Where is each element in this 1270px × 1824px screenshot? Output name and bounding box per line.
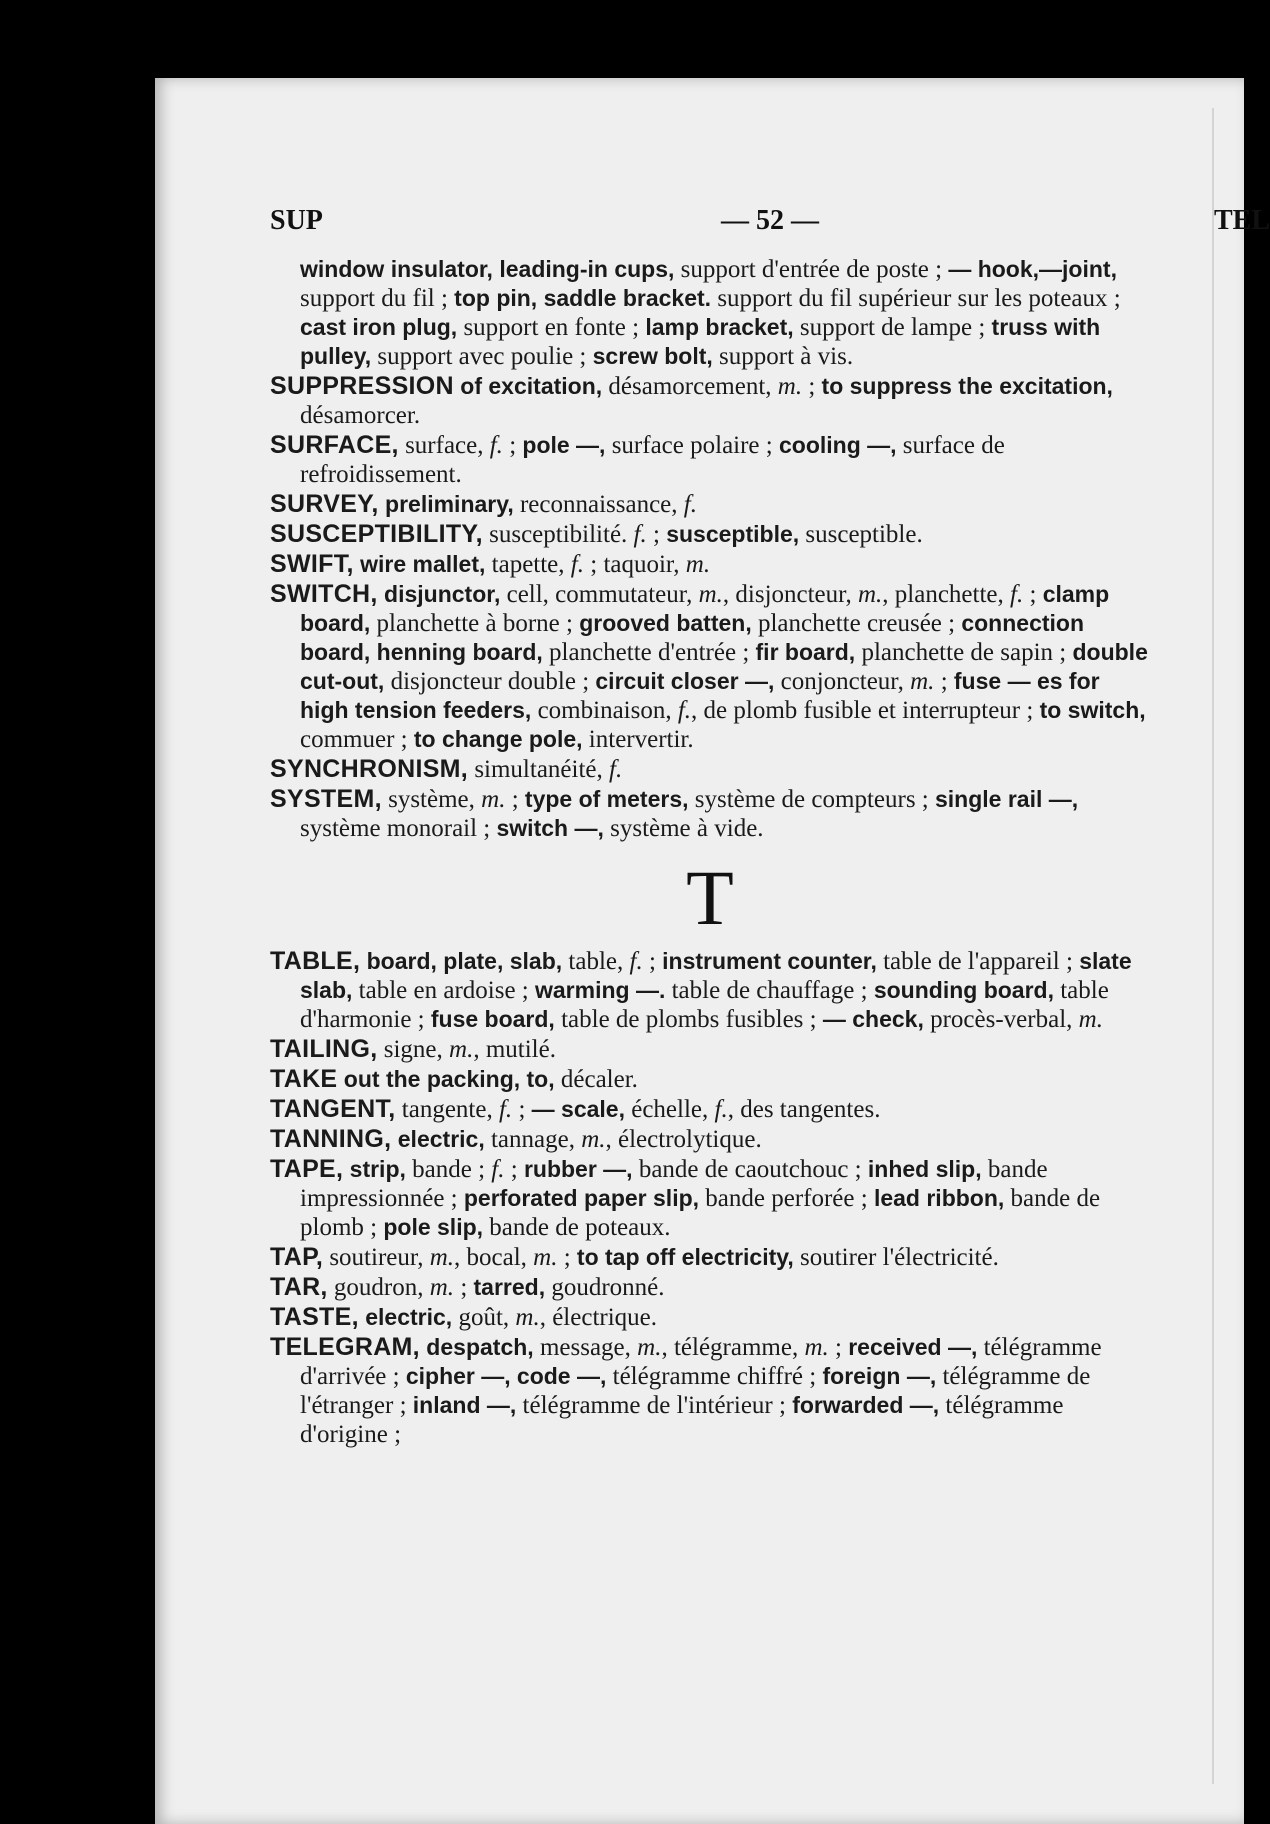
term-bold: preliminary, <box>378 491 514 517</box>
term-bold: rubber —, <box>523 1156 633 1182</box>
translation-text: goudronné. <box>545 1274 665 1301</box>
translation-text: surface de refroidissement. <box>300 432 1005 488</box>
translation-text: ; <box>512 1096 532 1123</box>
headword: SYSTEM, <box>270 785 382 813</box>
headword: SURFACE, <box>270 431 399 459</box>
gender-abbrev: f. <box>570 551 584 578</box>
translation-text: télégramme de l'étranger ; <box>300 1363 1091 1419</box>
term-bold: received —, <box>848 1334 978 1360</box>
entries-t-section <box>270 947 1150 1449</box>
gender-abbrev: m. <box>581 1126 606 1153</box>
term-bold: to suppress the excitation, <box>821 373 1113 399</box>
dictionary-entry <box>270 1065 1150 1094</box>
translation-text: table de plombs fusibles ; <box>554 1006 823 1033</box>
translation-text: désamorcement, <box>602 373 778 400</box>
term-bold: pole slip, <box>383 1214 484 1240</box>
translation-text: télégramme de l'intérieur ; <box>516 1392 793 1419</box>
translation-text: commuer ; <box>300 726 414 753</box>
headword: TAR, <box>270 1273 328 1301</box>
term-bold: truss with pulley, <box>300 314 1101 369</box>
headword: SUPPRESSION <box>270 372 454 400</box>
gender-abbrev: f. <box>609 756 623 783</box>
translation-text: table en ardoise ; <box>352 977 535 1004</box>
term-bold: lead ribbon, <box>873 1185 1005 1211</box>
translation-text: table de chauffage ; <box>665 977 874 1004</box>
header-right-guide-word: TEL <box>1213 205 1270 236</box>
gender-abbrev: m. <box>857 581 883 608</box>
gender-abbrev: m. <box>804 1334 829 1361</box>
translation-text: télégramme d'origine ; <box>300 1392 1064 1448</box>
translation-text: bande ; <box>405 1156 492 1183</box>
translation-text: télégramme d'arrivée ; <box>300 1334 1102 1390</box>
dictionary-entry <box>270 1273 1150 1302</box>
term-bold: of excitation, <box>453 373 603 399</box>
dictionary-entry <box>270 520 1150 549</box>
dictionary-entry <box>270 1243 1150 1272</box>
translation-text: planchette de sapin ; <box>855 639 1073 666</box>
term-bold: inhed slip, <box>867 1156 982 1182</box>
term-bold: cast iron plug, <box>300 314 458 340</box>
term-bold: — check, <box>822 1006 924 1032</box>
translation-text: message, <box>533 1334 638 1361</box>
translation-text: système, <box>381 786 482 813</box>
translation-text: support d'entrée de poste ; <box>674 256 949 283</box>
term-bold: slate slab, <box>300 948 1132 1003</box>
headword: TAKE <box>270 1065 338 1093</box>
translation-text: ; <box>454 1274 474 1301</box>
term-bold: fuse — es for high tension feeders, <box>300 668 1100 723</box>
translation-text: bande de caoutchouc ; <box>632 1156 868 1183</box>
headword: TAP, <box>270 1243 324 1271</box>
dictionary-entry <box>270 785 1150 843</box>
translation-text: , planchette, <box>882 581 1011 608</box>
translation-text: surface, <box>398 432 490 459</box>
translation-text: tapette, <box>485 551 571 578</box>
gender-abbrev: f. <box>633 521 647 548</box>
translation-text: ; <box>828 1334 849 1361</box>
headword: TANGENT, <box>270 1095 396 1123</box>
term-bold: to switch, <box>1039 697 1146 723</box>
gender-abbrev: m. <box>515 1304 540 1331</box>
translation-text: reconnaissance, <box>513 491 684 518</box>
translation-text: disjoncteur double ; <box>384 668 596 695</box>
term-bold: board, plate, slab, <box>360 948 563 974</box>
term-bold: type of meters, <box>524 786 689 812</box>
translation-text: système à vide. <box>603 815 764 842</box>
running-header <box>270 205 1270 245</box>
translation-text: ; <box>934 668 954 695</box>
translation-text: , électrolytique. <box>605 1126 762 1153</box>
term-bold: despatch, <box>419 1334 534 1360</box>
translation-text: surface polaire ; <box>605 432 779 459</box>
gender-abbrev: m. <box>481 786 506 813</box>
term-bold: top pin, saddle bracket. <box>454 285 712 311</box>
term-bold: tarred, <box>473 1274 546 1300</box>
term-bold: instrument counter, <box>662 948 877 974</box>
headword: SWIFT, <box>270 550 354 578</box>
term-bold: to tap off electricity, <box>576 1244 794 1270</box>
gender-abbrev: f. <box>498 1096 513 1123</box>
headword: TABLE, <box>270 947 361 975</box>
translation-text: combinaison, <box>531 697 678 724</box>
header-left-guide-word: SUP <box>270 205 323 236</box>
term-bold: connection board, henning board, <box>300 610 1085 665</box>
translation-text: planchette à borne ; <box>370 610 580 637</box>
gender-abbrev: f. <box>1010 581 1024 608</box>
dictionary-entry <box>270 1035 1150 1064</box>
term-bold: — hook,—joint, <box>948 256 1117 282</box>
term-bold: to change pole, <box>413 726 583 752</box>
dictionary-entry <box>270 1095 1150 1124</box>
section-letter: T <box>686 854 734 941</box>
entries-s-section <box>270 255 1150 843</box>
dictionary-entry <box>270 1303 1150 1332</box>
translation-text: goudron, <box>327 1274 430 1301</box>
headword: SURVEY, <box>270 490 379 518</box>
headword: TELEGRAM, <box>270 1333 420 1361</box>
gender-abbrev: f. <box>683 491 697 518</box>
translation-text: planchette creusée ; <box>751 610 962 637</box>
translation-text: bande impressionnée ; <box>300 1156 1048 1212</box>
translation-text: signe, <box>377 1036 450 1063</box>
term-bold: switch —, <box>496 815 604 841</box>
headword: TANNING, <box>270 1125 392 1153</box>
term-bold: susceptible, <box>666 521 800 547</box>
translation-text: ; <box>504 1156 524 1183</box>
translation-text: ; <box>505 786 525 813</box>
gender-abbrev: m. <box>449 1036 474 1063</box>
translation-text: , des tangentes. <box>727 1096 881 1123</box>
gender-abbrev: m. <box>429 1274 455 1301</box>
translation-text: simultanéité, <box>468 756 610 783</box>
translation-text: soutireur, <box>323 1244 430 1271</box>
translation-text: susceptible. <box>799 521 923 548</box>
dictionary-entry <box>270 490 1150 519</box>
translation-text: bande de poteaux. <box>483 1214 671 1241</box>
translation-text: procès-verbal, <box>923 1006 1079 1033</box>
term-bold: window insulator, leading-in cups, <box>300 256 675 282</box>
term-bold: wire mallet, <box>353 551 486 577</box>
term-bold: electric, <box>391 1126 485 1152</box>
gender-abbrev: m. <box>533 1244 558 1271</box>
term-bold: electric, <box>358 1304 453 1330</box>
translation-text: ; <box>557 1244 577 1271</box>
dictionary-entry <box>270 372 1150 430</box>
translation-text: planchette d'entrée ; <box>542 639 756 666</box>
translation-text: ; <box>642 948 663 975</box>
translation-text: cell, commutateur, <box>500 581 699 608</box>
dictionary-entry <box>270 1333 1150 1449</box>
gender-abbrev: m. <box>685 551 711 578</box>
gender-abbrev: m. <box>1078 1006 1103 1033</box>
gender-abbrev: f. <box>629 948 643 975</box>
translation-text: ; <box>1023 581 1043 608</box>
translation-text: conjoncteur, <box>774 668 911 695</box>
term-bold: single rail —, <box>935 786 1079 812</box>
headword: TAPE, <box>270 1155 344 1183</box>
dictionary-entry <box>270 947 1150 1034</box>
term-bold: cooling —, <box>778 432 897 458</box>
translation-text: décaler. <box>554 1066 638 1093</box>
term-bold: warming —. <box>535 977 666 1003</box>
term-bold: double cut-out, <box>300 639 1148 694</box>
gender-abbrev: f. <box>491 1156 505 1183</box>
translation-text: support de lampe ; <box>793 314 992 341</box>
translation-text: intervertir. <box>582 726 694 753</box>
translation-text: bande de plomb ; <box>300 1185 1101 1241</box>
term-bold: forwarded —, <box>792 1392 940 1418</box>
translation-text: support du fil supérieur sur les poteaux ; <box>711 285 1121 312</box>
translation-text: , disjoncteur, <box>722 581 858 608</box>
headword: SYNCHRONISM, <box>270 755 469 783</box>
gender-abbrev: m. <box>777 373 803 400</box>
translation-text: ; <box>646 521 667 548</box>
term-bold: inland —, <box>412 1392 517 1418</box>
dictionary-entry <box>270 550 1150 579</box>
translation-text: ; <box>502 432 523 459</box>
page-number: — 52 — <box>721 205 819 236</box>
term-bold: lamp bracket, <box>645 314 794 340</box>
translation-text: système monorail ; <box>300 815 497 842</box>
gender-abbrev: f. <box>677 697 692 724</box>
term-bold: foreign —, <box>822 1363 937 1389</box>
translation-text: ; taquoir, <box>584 551 686 578</box>
translation-text: goût, <box>452 1304 516 1331</box>
term-bold: out the packing, to, <box>337 1066 555 1092</box>
gender-abbrev: m. <box>429 1244 455 1271</box>
headword: TAILING, <box>270 1035 378 1063</box>
headword: SUSCEPTIBILITY, <box>270 520 483 548</box>
term-bold: grooved batten, <box>579 610 752 636</box>
book-page <box>155 78 1270 1824</box>
translation-text: désamorcer. <box>300 402 421 429</box>
term-bold: sounding board, <box>873 977 1054 1003</box>
translation-text: système de compteurs ; <box>688 786 935 813</box>
translation-text: , télégramme, <box>661 1334 805 1361</box>
term-bold: code —, <box>516 1363 607 1389</box>
translation-text: susceptibilité. <box>482 521 634 548</box>
translation-text: , électrique. <box>539 1304 658 1331</box>
gender-abbrev: m. <box>698 581 723 608</box>
term-bold: circuit closer —, <box>595 668 775 694</box>
gender-abbrev: f. <box>489 432 503 459</box>
translation-text: table d'harmonie ; <box>300 977 1109 1033</box>
term-bold: fir board, <box>755 639 856 665</box>
term-bold: fuse board, <box>430 1006 555 1032</box>
gender-abbrev: m. <box>910 668 935 695</box>
translation-text: ; <box>802 373 822 400</box>
gender-abbrev: m. <box>637 1334 662 1361</box>
translation-text: soutirer l'électricité. <box>793 1244 999 1271</box>
translation-text: tangente, <box>395 1096 499 1123</box>
term-bold: screw bolt, <box>592 343 713 369</box>
dictionary-entry <box>270 255 1150 371</box>
translation-text: support du fil ; <box>300 285 455 312</box>
dictionary-entry <box>270 755 1150 784</box>
translation-text: support en fonte ; <box>457 314 646 341</box>
dictionary-entry <box>270 580 1150 754</box>
dictionary-entry <box>270 431 1150 489</box>
dictionary-entry <box>270 1125 1150 1154</box>
translation-text: table, <box>562 948 630 975</box>
translation-text: tannage, <box>484 1126 582 1153</box>
translation-text: échelle, <box>624 1096 715 1123</box>
headword: SWITCH, <box>270 580 378 608</box>
term-bold: pole —, <box>522 432 606 458</box>
translation-text: télégramme chiffré ; <box>606 1363 823 1390</box>
translation-text: table de l'appareil ; <box>876 948 1080 975</box>
term-bold: cipher —, <box>405 1363 511 1389</box>
translation-text: , bocal, <box>454 1244 534 1271</box>
term-bold: strip, <box>343 1156 406 1182</box>
headword: TASTE, <box>270 1303 359 1331</box>
translation-text: , de plomb fusible et interrupteur ; <box>691 697 1040 724</box>
term-bold: clamp board, <box>300 581 1110 636</box>
translation-text: bande perforée ; <box>699 1185 874 1212</box>
dictionary-content <box>270 255 1150 1450</box>
term-bold: disjunctor, <box>377 581 501 607</box>
term-bold: perforated paper slip, <box>463 1185 700 1211</box>
gender-abbrev: f. <box>714 1096 728 1123</box>
dictionary-entry <box>270 1155 1150 1242</box>
translation-text: support avec poulie ; <box>371 343 593 370</box>
term-bold: — scale, <box>531 1096 625 1122</box>
translation-text: support à vis. <box>712 343 854 370</box>
translation-text: , mutilé. <box>473 1036 556 1063</box>
